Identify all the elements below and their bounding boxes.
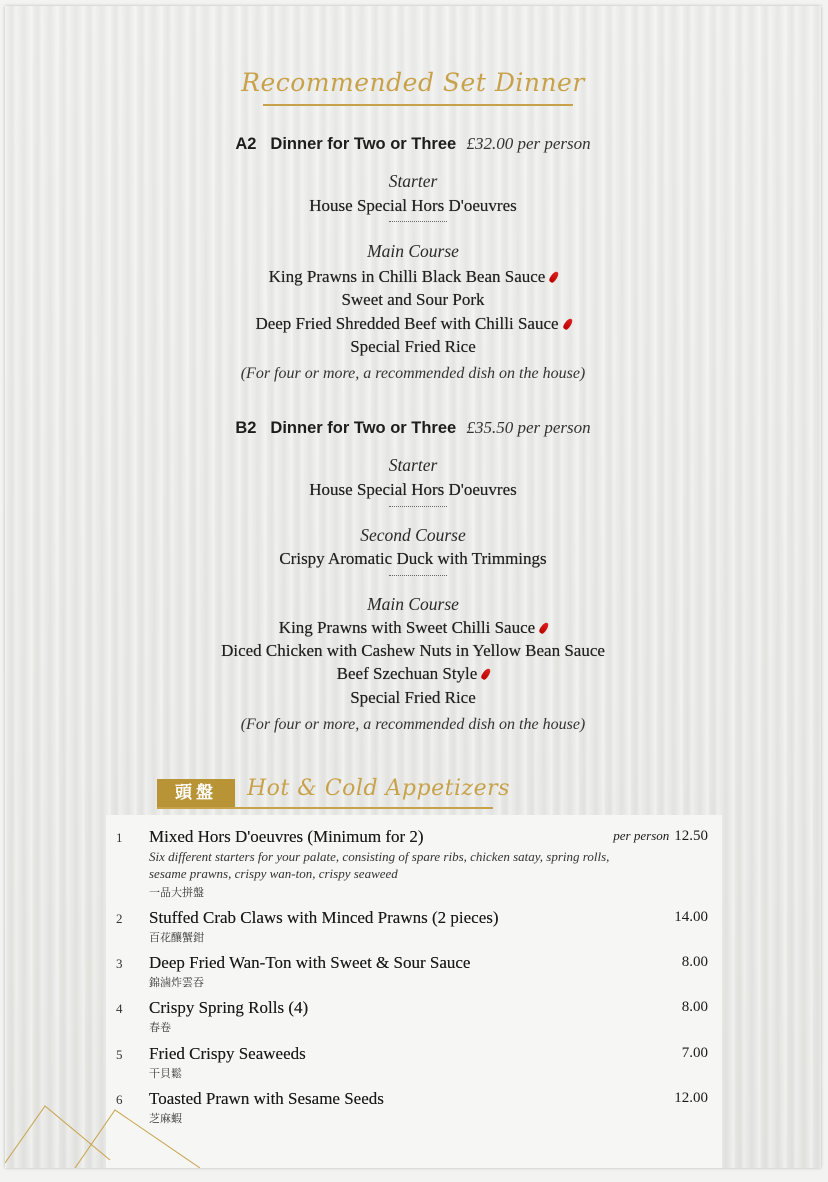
- dish-item: House Special Hors D'oeuvres: [309, 480, 517, 499]
- item-description: Six different starters for your palate, consisting of spare ribs, chicken satay, spring rolls, sesame prawns, crispy wan-ton, crispy seaweed: [149, 849, 610, 881]
- item-price: [613, 828, 708, 845]
- item-name: Deep Fried Wan-Ton with Sweet & Sour Sauce: [149, 953, 471, 972]
- dish-item: [5, 664, 821, 684]
- dish-item: [5, 267, 821, 287]
- set-name: Dinner for Two or Three: [270, 135, 457, 153]
- course-label-starter: Starter: [388, 171, 438, 191]
- item-price: 8.00: [681, 954, 708, 970]
- decorative-corner-lines: [5, 1098, 225, 1168]
- chili-icon: [480, 667, 492, 680]
- dish-name: Deep Fried Shredded Beef with Chilli Sauce: [255, 314, 559, 333]
- divider: [389, 575, 447, 576]
- course-label-main: Main Course: [367, 241, 459, 261]
- price-unit: per person: [613, 828, 670, 843]
- item-price: 7.00: [681, 1045, 708, 1061]
- set-note: (For four or more, a recommended dish on the house): [240, 365, 586, 382]
- dish-name: Beef Szechuan Style: [336, 664, 478, 683]
- chili-icon: [548, 270, 560, 283]
- dish-item: [5, 618, 821, 638]
- section-badge: 頭盤: [157, 779, 235, 807]
- item-name: Fried Crispy Seaweeds: [149, 1044, 306, 1063]
- item-name: Toasted Prawn with Sesame Seeds: [149, 1089, 384, 1108]
- item-number: 5: [116, 1047, 123, 1062]
- item-chinese-name: 一品大拼盤: [149, 886, 204, 899]
- dish-item: Special Fried Rice: [350, 337, 476, 356]
- chili-icon: [562, 317, 574, 330]
- set-price-unit: per person: [517, 418, 591, 437]
- section-title: Hot & Cold Appetizers: [247, 776, 510, 801]
- course-label-second: Second Course: [360, 525, 466, 545]
- set-b2-title: [5, 418, 821, 438]
- item-number: 4: [116, 1001, 123, 1016]
- item-chinese-name: 干貝鬆: [149, 1067, 182, 1080]
- set-code: A2: [235, 135, 257, 153]
- dish-item: House Special Hors D'oeuvres: [309, 196, 517, 215]
- dish-item: Sweet and Sour Pork: [341, 290, 485, 309]
- set-name: Dinner for Two or Three: [270, 419, 457, 437]
- item-number: 6: [116, 1092, 123, 1107]
- course-label-main: Main Course: [367, 594, 459, 614]
- item-name: Crispy Spring Rolls (4): [149, 998, 309, 1017]
- price-value: 12.50: [674, 828, 708, 844]
- dish-item: Special Fried Rice: [350, 688, 476, 707]
- set-note: (For four or more, a recommended dish on the house): [240, 716, 586, 733]
- item-price: 8.00: [681, 999, 708, 1015]
- item-price: 14.00: [674, 909, 708, 925]
- title-underline: [263, 104, 573, 106]
- item-name: Stuffed Crab Claws with Minced Prawns (2 pieces): [149, 908, 499, 927]
- item-chinese-name: 春卷: [149, 1021, 171, 1034]
- divider: [389, 506, 447, 507]
- page-title: Recommended Set Dinner: [241, 68, 585, 97]
- item-number: 1: [116, 830, 123, 845]
- item-number: 3: [116, 956, 123, 971]
- dish-item: [5, 314, 821, 334]
- set-price: £35.50: [466, 418, 514, 437]
- item-chinese-name: 百花釀蟹鉗: [149, 931, 204, 944]
- item-chinese-name: 芝麻蝦: [149, 1112, 182, 1125]
- set-price-unit: per person: [517, 134, 591, 153]
- dish-item: Crispy Aromatic Duck with Trimmings: [279, 549, 547, 568]
- menu-page: [5, 6, 821, 1168]
- dish-name: King Prawns with Sweet Chilli Sauce: [278, 618, 536, 637]
- dish-item: Diced Chicken with Cashew Nuts in Yellow Bean Sauce: [221, 641, 605, 660]
- set-price: £32.00: [466, 134, 514, 153]
- item-name: Mixed Hors D'oeuvres (Minimum for 2): [149, 827, 424, 846]
- set-code: B2: [235, 419, 257, 437]
- dish-name: King Prawns in Chilli Black Bean Sauce: [268, 267, 546, 286]
- item-price: 12.00: [674, 1090, 708, 1106]
- set-a2-title: [5, 134, 821, 154]
- section-underline: [157, 807, 493, 809]
- item-chinese-name: 錦滷炸雲吞: [149, 976, 204, 989]
- chili-icon: [538, 621, 550, 634]
- course-label-starter: Starter: [388, 455, 438, 475]
- item-number: 2: [116, 911, 123, 926]
- divider: [389, 221, 447, 222]
